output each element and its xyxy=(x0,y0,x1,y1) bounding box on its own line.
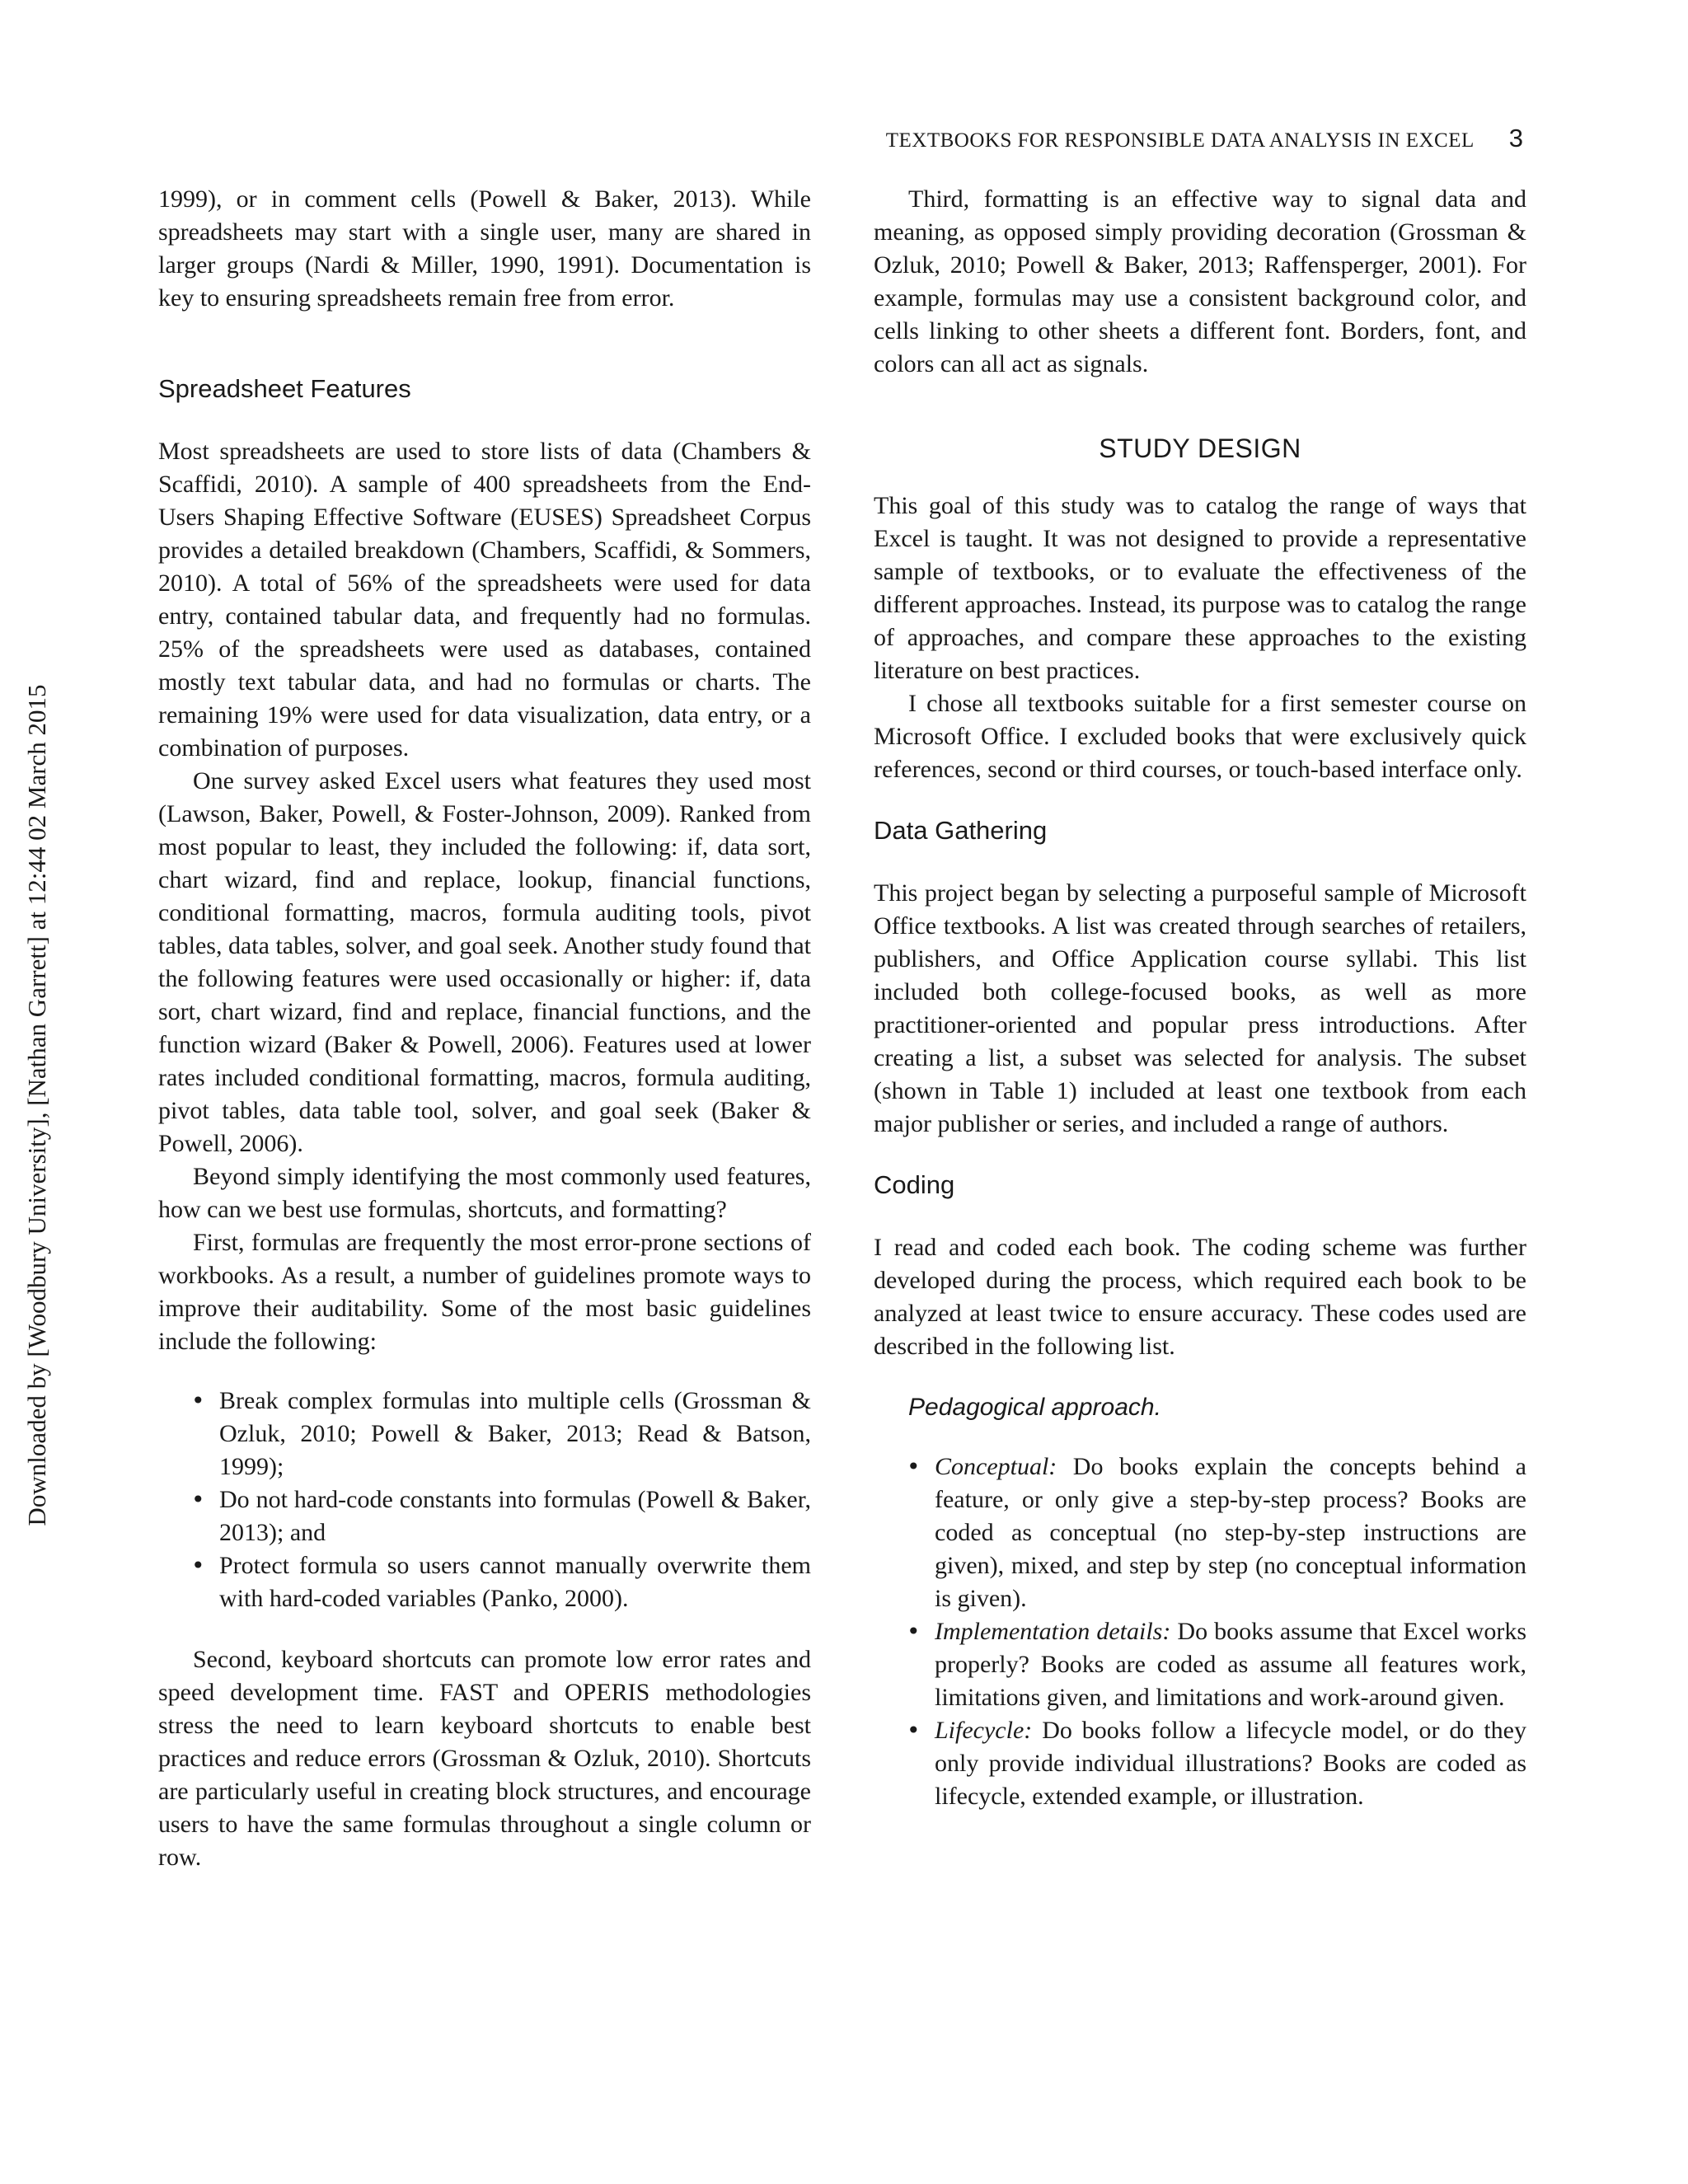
list-item: • Break complex formulas into multiple cells (Grossman & Ozluk, 2010; Powell & Baker, 2013; Read & Batson, 1999); xyxy=(219,1385,811,1483)
paragraph-study-2: I chose all textbooks suitable for a first semester course on Microsoft Office. I excluded books that were exclusively quick references, second or third courses, or touch-based interface only. xyxy=(874,690,1526,783)
paragraph-features-1: Most spreadsheets are used to store lists of data (Chambers & Scaffidi, 2010). A sample of 400 spreadsheets from the End-Users Shaping Effective Software (EUSES) Spreadsheet Corpus provides a detailed breakdown (Chambers, Scaffidi, & Sommers, 2010). A total of 56% of the spreadsheets were used for data entry, contained tabular data, and frequently had no formulas. 25% of the spreadsheets were used as databases, contained mostly text tabular data, and had no formulas or charts. The remaining 19% were used for data visualization, data entry, or a combination of purposes. xyxy=(158,438,811,762)
term-conceptual: Conceptual: xyxy=(935,1453,1057,1480)
coding-list xyxy=(874,1451,1526,1813)
page-number: 3 xyxy=(1508,124,1523,152)
term-lifecycle: Lifecycle: xyxy=(935,1717,1033,1744)
term-implementation-details: Implementation details: xyxy=(935,1618,1171,1645)
right-column xyxy=(874,183,1526,1813)
running-head xyxy=(857,124,1523,153)
list-item xyxy=(935,1714,1526,1813)
paragraph-shortcuts: Second, keyboard shortcuts can promote low error rates and speed development time. FAST and OPERIS methodologies stress the need to learn keyboard shortcuts to enable best practices and reduce errors (Grossman & Ozluk, 2010). Shortcuts are particularly useful in creating block structures, and encourage users to have the same formulas throughout a single column or row. xyxy=(158,1646,811,1871)
list-item: • Protect formula so users cannot manually overwrite them with hard-coded variables (Panko, 2000). xyxy=(219,1549,811,1615)
list-item xyxy=(935,1451,1526,1615)
term-description: Do books assume that Excel works properly? Books are coded as assume all features work, limitations given, and limitations and work-around given. xyxy=(935,1618,1526,1711)
paragraph-features-4: First, formulas are frequently the most error-prone sections of workbooks. As a result, a number of guidelines promote ways to improve their auditability. Some of the most basic guidelines include the following: xyxy=(158,1229,811,1355)
paragraph-study-1: This goal of this study was to catalog the range of ways that Excel is taught. It was not designed to provide a representative sample of textbooks, or to evaluate the effectiveness of the different approaches. Instead, its purpose was to catalog the range of approaches, and compare these approaches to the existing literature on best practices. xyxy=(874,492,1526,684)
heading-coding: Coding xyxy=(874,1170,955,1199)
guidelines-list xyxy=(158,1385,811,1615)
paragraph-formatting: Third, formatting is an effective way to signal data and meaning, as opposed simply providing decoration (Grossman & Ozluk, 2010; Powell & Baker, 2013; Raffensperger, 2001). For example, formulas may use a consistent background color, and cells linking to other sheets a different font. Borders, font, and colors can all act as signals. xyxy=(874,185,1526,377)
paragraph-features-2: One survey asked Excel users what features they used most (Lawson, Baker, Powell, & Foster-Johnson, 2009). Ranked from most popular to least, they included the following: if, data sort, chart wizard, find and replace, lookup, financial functions, conditional formatting, macros, formula auditing tools, pivot tables, data tables, solver, and goal seek. Another study found that the following features were used occasionally or higher: if, data sort, chart wizard, find and replace, financial functions, and the function wizard (Baker & Powell, 2006). Features used at lower rates included conditional formatting, macros, formula auditing, pivot tables, data table tool, solver, and goal seek (Baker & Powell, 2006). xyxy=(158,767,811,1157)
heading-pedagogical-approach: Pedagogical approach. xyxy=(908,1394,1161,1421)
list-item: • Do not hard-code constants into formulas (Powell & Baker, 2013); and xyxy=(219,1483,811,1549)
heading-spreadsheet-features: Spreadsheet Features xyxy=(158,374,411,403)
paragraph-data-gathering: This project began by selecting a purposeful sample of Microsoft Office textbooks. A list was created through searches of retailers, publishers, and Office Application course syllabi. This list included both college-focused books, as well as more practitioner-oriented and popular press introductions. After creating a list, a subset was selected for analysis. The subset (shown in Table 1) included at least one textbook from each major publisher or series, and included a range of authors. xyxy=(874,879,1526,1137)
paragraph-intro: 1999), or in comment cells (Powell & Baker, 2013). While spreadsheets may start with a single user, many are shared in larger groups (Nardi & Miller, 1990, 1991). Documentation is key to ensuring spreadsheets remain free from error. xyxy=(158,185,811,312)
heading-data-gathering: Data Gathering xyxy=(874,816,1048,845)
paragraph-features-3: Beyond simply identifying the most commonly used features, how can we best use formulas, shortcuts, and formatting? xyxy=(158,1163,811,1223)
term-description: Do books explain the concepts behind a feature, or only give a step-by-step process? Books are coded as conceptual (no step-by-step instructions are given), mixed, and step by step (no conceptual information is given). xyxy=(935,1453,1526,1612)
term-description: Do books follow a lifecycle model, or do they only provide individual illustrations? Books are coded as lifecycle, extended example, or illustration. xyxy=(935,1717,1526,1810)
download-stamp: Downloaded by [Woodbury University], [Nathan Garrett] at 12:44 02 March 2015 xyxy=(22,684,51,1526)
list-item xyxy=(935,1615,1526,1714)
running-head-title: TEXTBOOKS FOR RESPONSIBLE DATA ANALYSIS IN EXCEL xyxy=(885,129,1475,152)
heading-study-design: STUDY DESIGN xyxy=(1099,434,1301,463)
paragraph-coding: I read and coded each book. The coding scheme was further developed during the process, which required each book to be analyzed at least twice to ensure accuracy. These codes used are described in the following list. xyxy=(874,1234,1526,1360)
left-column xyxy=(158,183,811,1874)
